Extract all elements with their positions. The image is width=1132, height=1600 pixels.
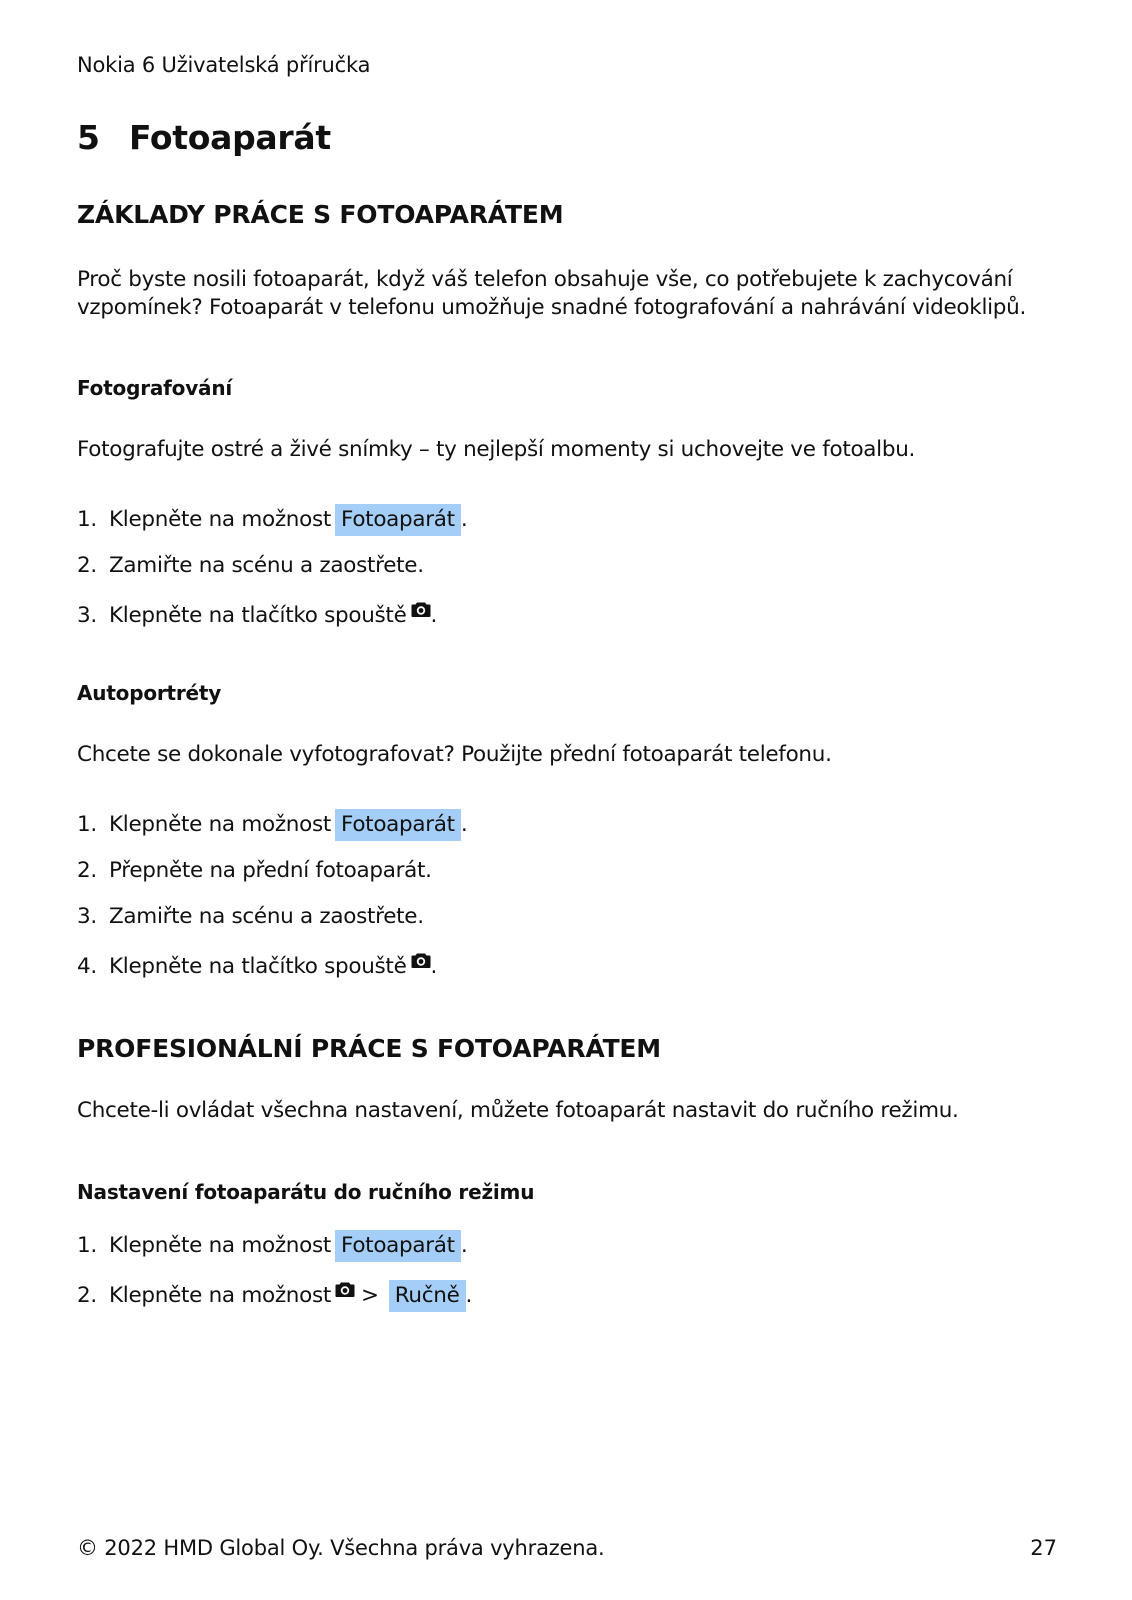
step-end: .	[430, 954, 438, 979]
manual-mode-steps	[77, 1232, 472, 1324]
chapter-number: 5	[77, 118, 100, 157]
section-heading-basics: ZÁKLADY PRÁCE S FOTOAPARÁTEM	[77, 200, 564, 229]
chapter-title	[77, 118, 331, 157]
camera-app-chip: Fotoaparát	[335, 1230, 461, 1262]
step-text: Zamiřte na scénu a zaostřete.	[109, 904, 424, 929]
step-number: 3.	[77, 603, 97, 628]
camera-app-chip: Fotoaparát	[335, 504, 461, 536]
chapter-title-text: Fotoaparát	[129, 118, 331, 157]
step-number: 3.	[77, 904, 97, 929]
step-number: 1.	[77, 812, 97, 837]
footer-copyright: © 2022 HMD Global Oy. Všechna práva vyhrazena.	[77, 1536, 605, 1560]
camera-app-chip: Fotoaparát	[335, 809, 461, 841]
step-end: .	[430, 603, 438, 628]
list-item	[77, 1232, 472, 1278]
step-number: 1.	[77, 1233, 97, 1258]
step-end: .	[460, 812, 468, 837]
step-number: 4.	[77, 954, 97, 979]
step-text: Klepněte na možnost	[109, 1283, 332, 1308]
selfies-text: Chcete se dokonale vyfotografovat? Použijte přední fotoaparát telefonu.	[77, 742, 832, 767]
section-intro-basics: Proč byste nosili fotoaparát, když váš telefon obsahuje vše, co potřebujete k zachycování vzpomínek? Fotoaparát v telefonu umožňuje snadné fotografování a nahrávání videoklipů.	[77, 267, 1026, 320]
step-text: Klepněte na možnost	[109, 812, 332, 837]
step-end: .	[460, 1233, 468, 1258]
step-end: .	[465, 1283, 473, 1308]
list-item	[77, 903, 467, 949]
list-item	[77, 552, 467, 598]
step-text: Zamiřte na scénu a zaostřete.	[109, 553, 424, 578]
list-item	[77, 949, 467, 995]
step-text: Klepněte na tlačítko spouště	[109, 954, 407, 979]
step-number: 2.	[77, 1283, 97, 1308]
list-item	[77, 811, 467, 857]
step-text: Klepněte na možnost	[109, 1233, 332, 1258]
section-heading-pro: PROFESIONÁLNÍ PRÁCE S FOTOAPARÁTEM	[77, 1034, 661, 1063]
list-item	[77, 1278, 472, 1324]
subheading-selfies: Autoportréty	[77, 681, 222, 705]
page-number: 27	[1030, 1536, 1057, 1560]
step-text: Klepněte na tlačítko spouště	[109, 603, 407, 628]
step-text: Klepněte na možnost	[109, 507, 332, 532]
step-text: Přepněte na přední fotoaparát.	[109, 858, 432, 883]
section-intro-pro: Chcete-li ovládat všechna nastavení, můžete fotoaparát nastavit do ručního režimu.	[77, 1098, 959, 1123]
list-item	[77, 506, 467, 552]
photography-text: Fotografujte ostré a živé snímky – ty nejlepší momenty si uchovejte ve fotoalbu.	[77, 437, 916, 462]
camera-icon	[411, 598, 431, 626]
subheading-manual-mode: Nastavení fotoaparátu do ručního režimu	[77, 1180, 535, 1204]
menu-separator: >	[361, 1283, 379, 1308]
step-number: 2.	[77, 858, 97, 883]
step-number: 2.	[77, 553, 97, 578]
step-end: .	[460, 507, 468, 532]
list-item	[77, 857, 467, 903]
subheading-photography: Fotografování	[77, 376, 233, 400]
selfie-steps	[77, 811, 467, 995]
camera-icon	[335, 1278, 355, 1306]
document-page	[77, 0, 1057, 1600]
list-item	[77, 598, 467, 644]
manual-mode-chip: Ručně	[389, 1280, 466, 1312]
step-number: 1.	[77, 507, 97, 532]
running-header: Nokia 6 Uživatelská příručka	[77, 53, 371, 77]
photography-steps	[77, 506, 467, 644]
camera-icon	[411, 949, 431, 977]
